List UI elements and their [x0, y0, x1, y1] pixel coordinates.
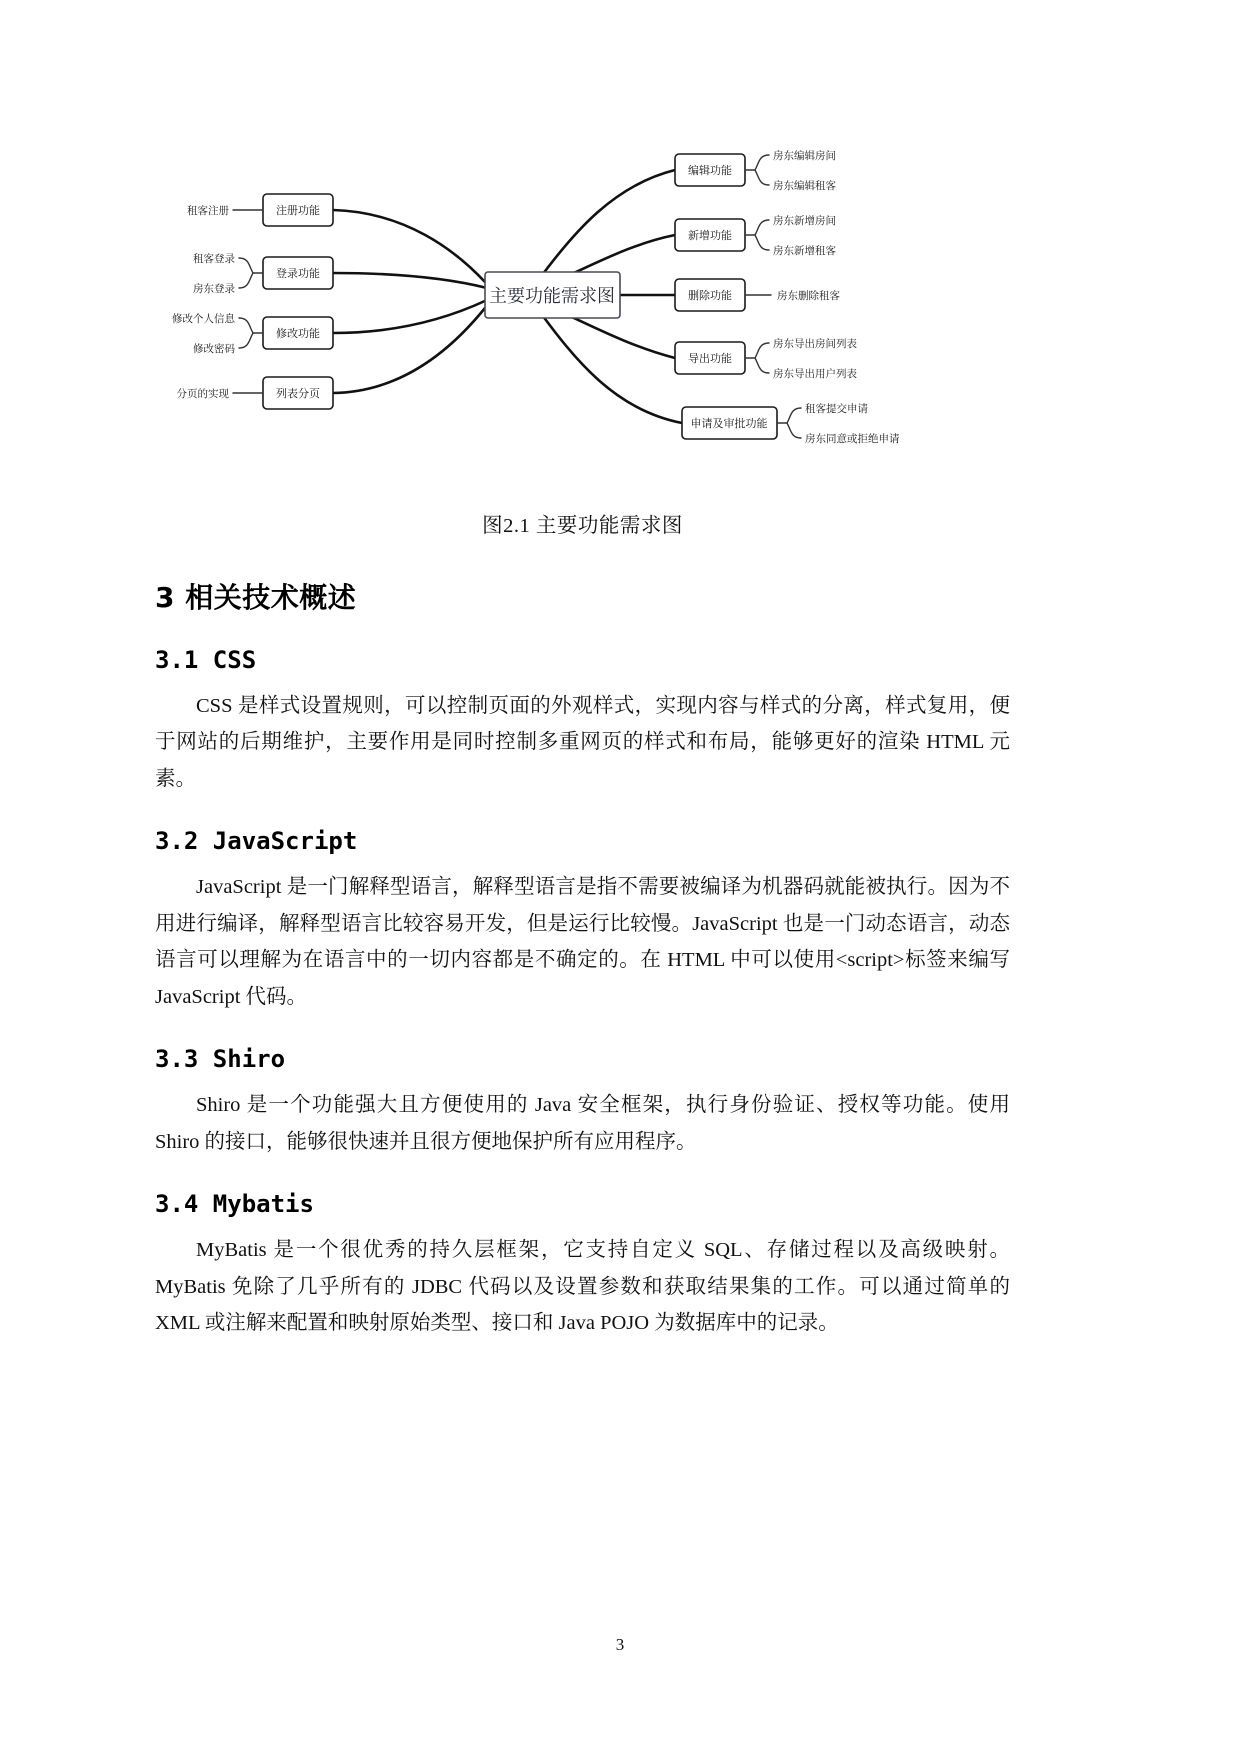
leaf-label: 房东编辑租客 [773, 180, 836, 192]
leaf-label: 房东删除租客 [777, 290, 840, 302]
leaf-label: 房东同意或拒绝申请 [805, 433, 900, 445]
node-label: 注册功能 [276, 204, 320, 217]
node-label: 删除功能 [688, 289, 732, 302]
node-application-approval [682, 402, 900, 445]
section-heading-shiro: 3.3 Shiro [155, 1045, 286, 1074]
node-label: 申请及审批功能 [690, 417, 768, 430]
node-label: 列表分页 [276, 387, 320, 400]
section-heading-css: 3.1 CSS [155, 646, 257, 674]
section-body-javascript: JavaScript 是一门解释型语言，解释型语言是指不需要被编译为机器码就能被执行。因为不用进行编译，解释型语言比较容易开发，但是运行比较慢。JavaScript 也是一门动态语言，动态语言可以理解为在语言中的一切内容都是不确定的。在 HTML 中可以使用<script>标签来编写 JavaScript 代码。 [155, 876, 1010, 1008]
section-body-css: CSS 是样式设置规则，可以控制页面的外观样式，实现内容与样式的分离，样式复用，便于网站的后期维护，主要作用是同时控制多重网页的样式和布局，能够更好的渲染 HTML 元素。 [155, 695, 1010, 790]
node-label: 修改功能 [276, 327, 320, 340]
node-modify [172, 312, 333, 355]
node-delete [675, 279, 840, 311]
leaf-label: 房东编辑房间 [773, 150, 836, 162]
node-label: 登录功能 [276, 267, 320, 280]
node-add [675, 214, 836, 257]
section-heading-javascript: 3.2 JavaScript [155, 827, 358, 856]
node-edit [675, 149, 836, 192]
leaf-label: 租客登录 [193, 253, 235, 265]
center-label: 主要功能需求图 [489, 286, 615, 307]
leaf-label: 租客注册 [187, 205, 229, 217]
mindmap-svg [155, 130, 1010, 460]
leaf-label: 租客提交申请 [805, 403, 868, 415]
node-export [675, 337, 857, 380]
leaf-label: 房东导出用户列表 [773, 368, 857, 380]
node-label: 新增功能 [688, 229, 732, 242]
figure-caption: 图2.1 主要功能需求图 [482, 515, 683, 537]
leaf-label: 房东新增房间 [773, 215, 836, 227]
section-heading-mybatis: 3.4 Mybatis [155, 1190, 314, 1219]
branch-lines-left [333, 210, 487, 393]
page-number: 3 [615, 1635, 625, 1654]
section-body-mybatis: MyBatis 是一个很优秀的持久层框架，它支持自定义 SQL、存储过程以及高级映射。MyBatis 免除了几乎所有的 JDBC 代码以及设置参数和获取结果集的工作。可以通过简单的 XML 或注解来配置和映射原始类型、接口和 Java POJO 为数据库中的记录。 [155, 1239, 1010, 1335]
leaf-label: 分页的实现 [176, 388, 229, 400]
node-register [187, 194, 333, 226]
figure-mindmap [155, 130, 1010, 460]
leaf-label: 修改密码 [193, 343, 235, 355]
section-body-shiro: Shiro 是一个功能强大且方便使用的 Java 安全框架，执行身份验证、授权等功能。使用 Shiro 的接口，能够很快速并且很方便地保护所有应用程序。 [155, 1094, 1010, 1153]
node-center [485, 272, 620, 318]
node-label: 导出功能 [688, 352, 732, 365]
leaf-label: 房东导出房间列表 [773, 338, 857, 350]
node-pagination [177, 377, 334, 409]
node-label: 编辑功能 [688, 164, 732, 177]
leaf-label: 房东新增租客 [773, 245, 836, 257]
page-content [155, 130, 1010, 1342]
leaf-label: 房东登录 [193, 283, 235, 295]
leaf-label: 修改个人信息 [172, 313, 235, 325]
node-login [193, 252, 333, 295]
chapter-heading: 3 相关技术概述 [155, 581, 357, 614]
